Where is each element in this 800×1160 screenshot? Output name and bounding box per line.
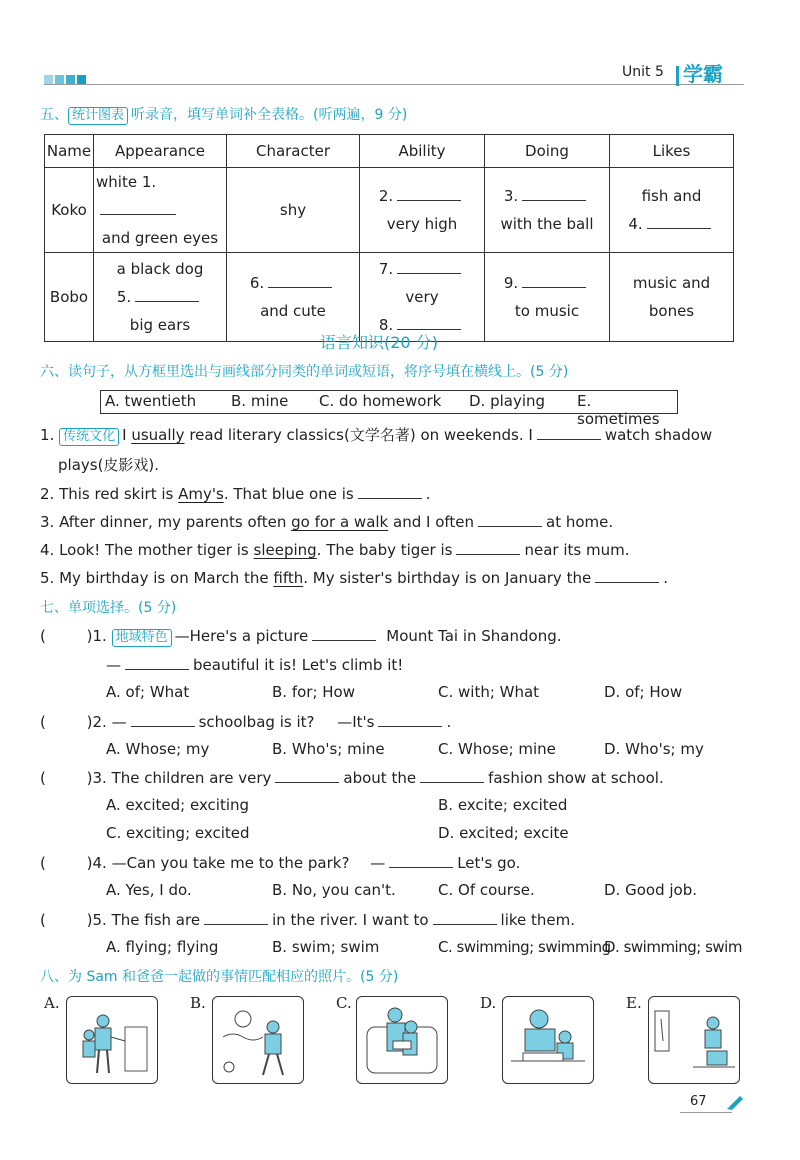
q-text: —Here's a picture: [174, 627, 309, 645]
q-text: 5. My birthday is on March the: [40, 569, 269, 587]
header-squares: [44, 70, 86, 88]
picture-a-cooking[interactable]: [66, 996, 158, 1084]
s7-q4-blank: [389, 853, 453, 868]
answer-blank-3[interactable]: [522, 186, 586, 201]
answer-blank-4[interactable]: [647, 214, 711, 229]
doing-cell: [485, 168, 610, 253]
blank-6-label: 6.: [249, 274, 265, 292]
options-box: [100, 390, 678, 428]
s7-q1-option-b[interactable]: B. for; How: [272, 683, 355, 701]
answer-paren[interactable]: (: [40, 911, 46, 929]
q-text: read literary classics(文学名著) on weekends. I: [189, 426, 533, 444]
header-cell: Character: [227, 135, 360, 168]
picture-b-football[interactable]: [212, 996, 304, 1084]
q-text: like them.: [500, 911, 576, 929]
ability-cell: [360, 253, 485, 342]
section5-title: [40, 104, 407, 125]
s7-q4-option-b[interactable]: B. No, you can't.: [272, 881, 396, 899]
section6-title: 六、读句子，从方框里选出与画线部分同类的单词或短语，将序号填在横线上。(5 分): [40, 364, 569, 380]
s7-q2: [40, 712, 451, 731]
answer-blank-9[interactable]: [522, 273, 586, 288]
q-number: )2.: [86, 713, 107, 731]
s7-q4-option-c[interactable]: C. Of course.: [438, 881, 535, 899]
region-tag: 地域特色: [112, 629, 172, 647]
blank-9-label: 9.: [503, 274, 519, 292]
s7-q2-blank1: [131, 712, 195, 727]
picture-label-b: B.: [190, 994, 206, 1012]
likes-cell: [610, 253, 734, 342]
cooking-illustration: [67, 997, 157, 1083]
s6-q1-blank[interactable]: [537, 425, 601, 440]
picture-label-c: C.: [336, 994, 352, 1012]
s7-q3-option-d[interactable]: D. excited; excite: [438, 824, 569, 842]
section5-instructions: 听录音，填写单词补全表格。(听两遍，9 分): [131, 107, 408, 123]
q-text: .: [446, 713, 452, 731]
s7-q5-option-a[interactable]: A. flying; flying: [106, 938, 219, 956]
s7-q2-option-b[interactable]: B. Who's; mine: [272, 740, 385, 758]
s7-q1-option-a[interactable]: A. of; What: [106, 683, 190, 701]
s6-q2-blank[interactable]: [358, 484, 422, 499]
option-b: B. mine: [231, 392, 289, 410]
option-c: C. do homework: [319, 392, 442, 410]
q-number: 1.: [40, 426, 55, 444]
blank-4-label: 4.: [628, 215, 643, 233]
s7-q1-blank2: [125, 655, 189, 670]
doing-text: to music: [514, 302, 580, 320]
s7-q5-option-b[interactable]: B. swim; swim: [272, 938, 380, 956]
language-knowledge-title: 语言知识(20 分): [320, 333, 438, 352]
s7-q3-option-b[interactable]: B. excite; excited: [438, 796, 568, 814]
q-text: .: [663, 569, 668, 587]
picture-label-e: E.: [626, 994, 642, 1012]
underlined-word: go for a walk: [291, 513, 389, 531]
section7-title: 七、单项选择。(5 分): [40, 600, 177, 616]
s7-q1-blank1: [312, 626, 376, 641]
q-text: . My sister's birthday is on January the: [303, 569, 592, 587]
s7-q1-line2: [106, 655, 403, 674]
s7-q3-blank2: [420, 768, 484, 783]
q-number: )4.: [86, 854, 107, 872]
reading-illustration: [357, 997, 447, 1083]
s6-q1-line1: [40, 424, 712, 446]
character-cell: [227, 253, 360, 342]
character-text: and cute: [260, 302, 326, 320]
name-cell: Koko: [45, 168, 94, 253]
s6-q2: [40, 484, 431, 503]
drawing-illustration: [503, 997, 593, 1083]
s7-q3-option-a[interactable]: A. excited; exciting: [106, 796, 250, 814]
q-text: . That blue one is: [223, 485, 354, 503]
underlined-word: sleeping: [253, 541, 317, 559]
q-text: —It's: [337, 713, 375, 731]
culture-tag: 传统文化: [59, 428, 119, 446]
s7-q5-blank2: [433, 910, 497, 925]
option-e: E. sometimes: [577, 392, 660, 428]
appearance-text: a black dog: [116, 260, 204, 278]
option-d: D. playing: [469, 392, 546, 410]
section5-tag: 统计图表: [68, 107, 128, 125]
header-cell: Appearance: [94, 135, 227, 168]
s7-q5-option-c[interactable]: C. swimming; swimming: [438, 938, 611, 956]
header-cell: Likes: [610, 135, 734, 168]
picture-c-reading[interactable]: [356, 996, 448, 1084]
answer-blank-6[interactable]: [268, 273, 332, 288]
q-text: .: [425, 485, 431, 503]
s6-q5-blank[interactable]: [595, 568, 659, 583]
q-text: Let's go.: [457, 854, 521, 872]
s7-q4-option-a[interactable]: A. Yes, I do.: [106, 881, 192, 899]
pencil-icon: [726, 1092, 746, 1114]
appearance-cell: [94, 253, 227, 342]
likes-text: bones: [648, 302, 695, 320]
q-text: The fish are: [111, 911, 201, 929]
q-number: )1.: [86, 627, 107, 645]
blank-3-label: 3.: [503, 187, 519, 205]
answer-blank-5[interactable]: [135, 287, 199, 302]
s7-q5: [40, 910, 575, 929]
footer-rule: [680, 1112, 732, 1113]
answer-blank-2[interactable]: [397, 186, 461, 201]
s7-q2-option-d[interactable]: D. Who's; my: [604, 740, 704, 758]
page-number: 67: [690, 1094, 707, 1109]
s7-q3-option-c[interactable]: C. exciting; excited: [106, 824, 250, 842]
s7-q4: [40, 853, 520, 872]
q-text: at home.: [546, 513, 614, 531]
s6-q3: [40, 512, 613, 531]
likes-cell: [610, 168, 734, 253]
q-text: . The baby tiger is: [316, 541, 453, 559]
football-illustration: [213, 997, 303, 1083]
brand-text: 学霸: [683, 62, 723, 86]
name-cell: Bobo: [45, 253, 94, 342]
q-number: )3.: [86, 769, 107, 787]
appearance-cell: [94, 168, 227, 253]
underlined-word: Amy's: [178, 485, 224, 503]
doing-text: with the ball: [500, 215, 594, 233]
header-cell: Name: [45, 135, 94, 168]
q-text: near its mum.: [524, 541, 630, 559]
ability-text: very high: [386, 215, 458, 233]
q-text: I: [122, 426, 127, 444]
s7-q1-option-d[interactable]: D. of; How: [604, 683, 683, 701]
ability-cell: [360, 168, 485, 253]
section8-title: 八、为 Sam 和爸爸一起做的事情匹配相应的照片。(5 分): [40, 969, 399, 985]
q-text: in the river. I want to: [272, 911, 429, 929]
section5-number: 五、: [40, 107, 68, 123]
s6-q1-line2: plays(皮影戏).: [58, 456, 160, 474]
likes-text: music and: [632, 274, 711, 292]
s7-q5-option-d[interactable]: D. swimming; swim: [604, 938, 742, 956]
picture-label-d: D.: [480, 994, 497, 1012]
blank-8-label: 8.: [378, 316, 394, 334]
picture-label-a: A.: [44, 994, 60, 1012]
underlined-word: fifth: [273, 569, 304, 587]
q-text: —: [106, 656, 121, 674]
s6-q4-blank[interactable]: [456, 540, 520, 555]
playing-illustration: [649, 997, 739, 1083]
option-a: A. twentieth: [105, 392, 197, 410]
s7-q4-option-d[interactable]: D. Good job.: [604, 881, 697, 899]
q-text: fashion show at school.: [488, 769, 664, 787]
q-text: watch shadow: [604, 426, 713, 444]
s7-q1-option-c[interactable]: C. with; What: [438, 683, 540, 701]
q-text: The children are very: [111, 769, 272, 787]
q-text: —: [370, 854, 386, 872]
q-text: Mount Tai in Shandong.: [386, 627, 562, 645]
q-text: 4. Look! The mother tiger is: [40, 541, 249, 559]
picture-e-playing[interactable]: [648, 996, 740, 1084]
q-text: 3. After dinner, my parents often: [40, 513, 287, 531]
answer-paren[interactable]: (: [40, 769, 46, 787]
answer-blank-1[interactable]: [100, 200, 176, 215]
header-cell: Doing: [485, 135, 610, 168]
s7-q1: [40, 626, 562, 647]
answer-blank-8[interactable]: [397, 315, 461, 330]
appearance-text: and green eyes: [101, 229, 219, 247]
blank-7-label: 7.: [378, 260, 394, 278]
answer-blank-7[interactable]: [397, 259, 461, 274]
table-row-koko: [45, 168, 734, 253]
s7-q3-blank1: [275, 768, 339, 783]
q-number: )5.: [86, 911, 107, 929]
table-header-row: [45, 135, 734, 168]
answer-paren[interactable]: (: [40, 627, 46, 645]
character-cell: shy: [227, 168, 360, 253]
header-rule: [44, 84, 744, 85]
s7-q5-blank1: [204, 910, 268, 925]
appearance-text: big ears: [129, 316, 191, 334]
blank-5-label: 5.: [116, 288, 132, 306]
s6-q4: [40, 540, 629, 559]
s7-q2-option-c[interactable]: C. Whose; mine: [438, 740, 556, 758]
unit-label: Unit 5: [622, 64, 664, 80]
header-cell: Ability: [360, 135, 485, 168]
underlined-word: usually: [131, 426, 185, 444]
answer-paren[interactable]: (: [40, 854, 46, 872]
blank-1-label: white 1.: [96, 173, 157, 191]
s7-q3: [40, 768, 664, 787]
brand-logo: [676, 58, 723, 87]
q-text: schoolbag is it?: [198, 713, 315, 731]
q-text: —: [111, 713, 127, 731]
q-text: beautiful it is! Let's climb it!: [193, 656, 404, 674]
q-text: 2. This red skirt is: [40, 485, 174, 503]
info-table: [44, 134, 734, 342]
blank-2-label: 2.: [378, 187, 394, 205]
s6-q3-blank[interactable]: [478, 512, 542, 527]
answer-paren[interactable]: (: [40, 713, 46, 731]
q-text: —Can you take me to the park?: [111, 854, 350, 872]
picture-d-drawing[interactable]: [502, 996, 594, 1084]
ability-text: very: [405, 288, 439, 306]
table-row-bobo: [45, 253, 734, 342]
q-text: about the: [343, 769, 417, 787]
s7-q2-blank2: [378, 712, 442, 727]
q-text: and I often: [393, 513, 475, 531]
s6-q5: [40, 568, 668, 587]
s7-q2-option-a[interactable]: A. Whose; my: [106, 740, 210, 758]
doing-cell: [485, 253, 610, 342]
likes-text: fish and: [641, 187, 702, 205]
